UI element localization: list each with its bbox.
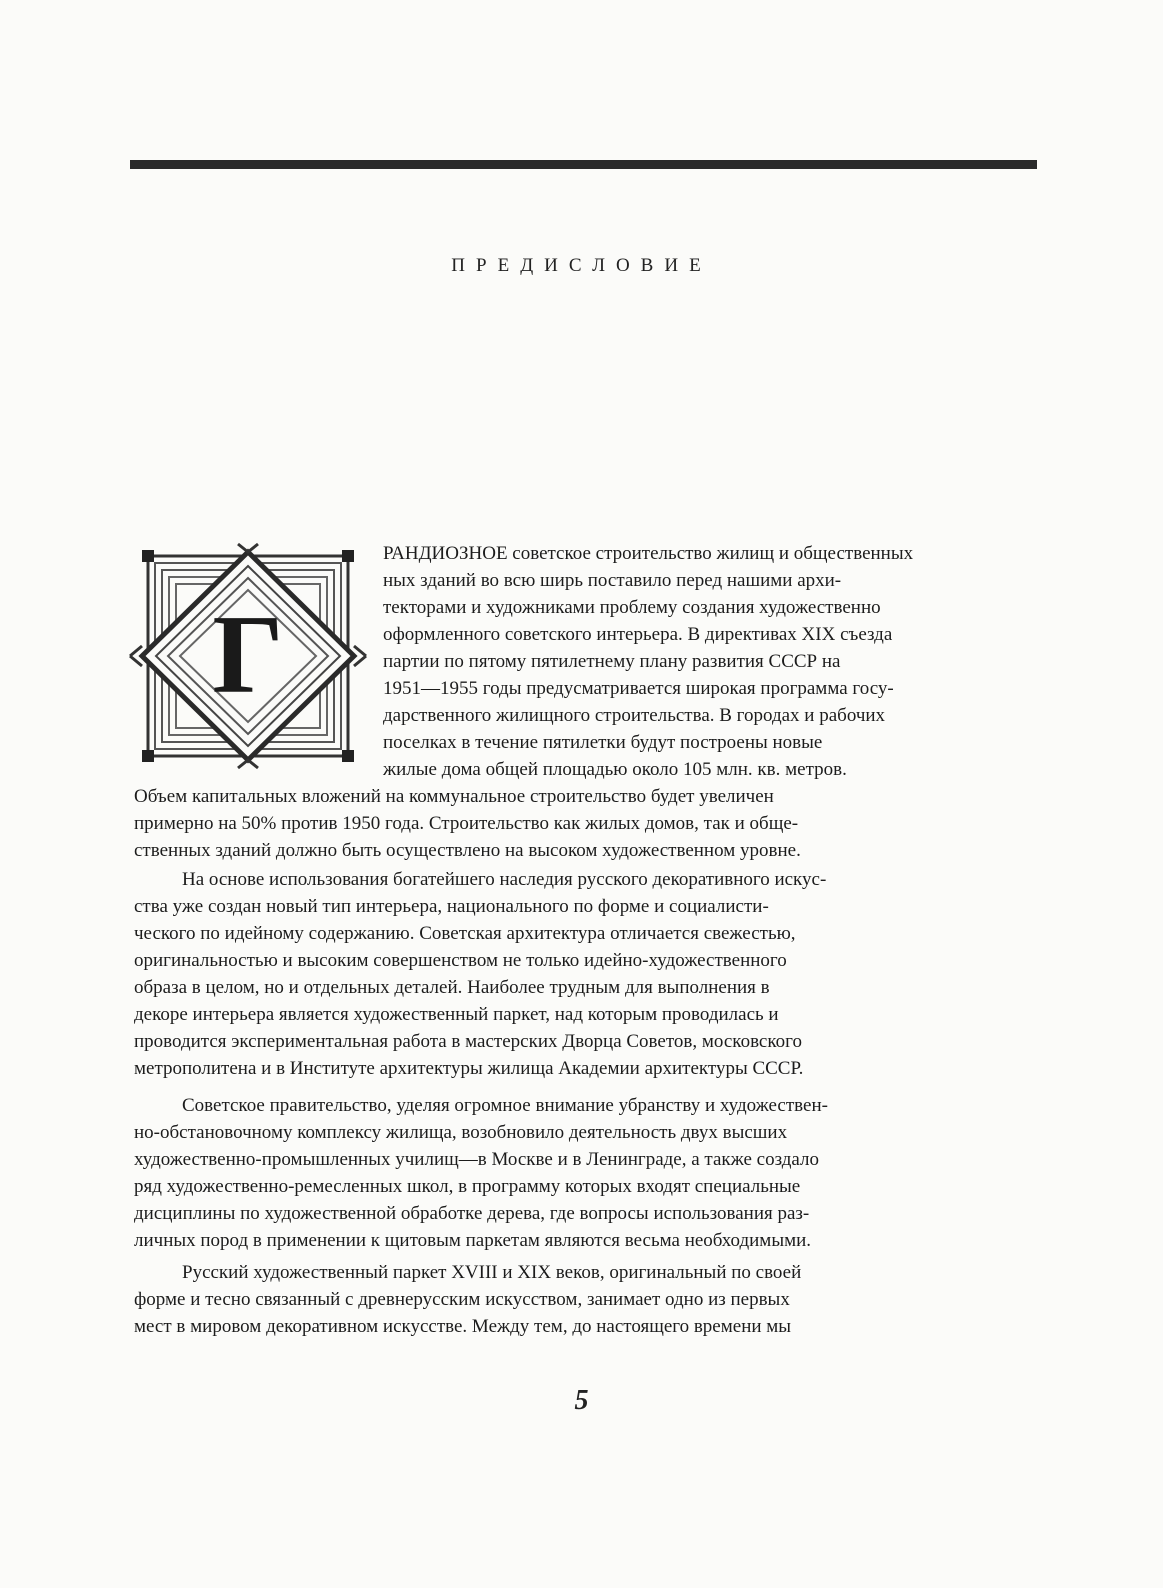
chapter-title: ПРЕДИСЛОВИЕ bbox=[451, 255, 712, 276]
text-line: оригинальностью и высоким совершенством не только идейно-художественного bbox=[134, 950, 787, 971]
text-line: жилые дома общей площадью около 105 млн. кв. метров. bbox=[383, 759, 847, 780]
text-line: ряд художественно-ремесленных школ, в программу которых входят специальные bbox=[134, 1176, 801, 1197]
text-line: ственных зданий должно быть осуществлено на высоком художественном уровне. bbox=[134, 840, 801, 861]
text-line: ческого по идейному содержанию. Советская архитектура отличается свежестью, bbox=[134, 923, 796, 944]
text-line: ства уже создан новый тип интерьера, национального по форме и социалисти- bbox=[134, 896, 769, 917]
text-line: проводится экспериментальная работа в мастерских Дворца Советов, московского bbox=[134, 1031, 802, 1052]
text-line: художественно-промышленных училищ—в Москве и в Ленинграде, а также создало bbox=[134, 1149, 820, 1170]
text-line: мест в мировом декоративном искусстве. Между тем, до настоящего времени мы bbox=[134, 1316, 792, 1337]
text-line: Русский художественный паркет XVIII и XIX веков, оригинальный по своей bbox=[182, 1262, 802, 1283]
page-number: 5 bbox=[574, 1385, 589, 1416]
text-line: метрополитена и в Институте архитектуры жилища Академии архитектуры СССР. bbox=[134, 1058, 804, 1079]
text-line: дисциплины по художественной обработке дерева, где вопросы использования раз- bbox=[134, 1203, 810, 1224]
text-line: текторами и художниками проблему создания художественно bbox=[383, 597, 881, 618]
text-line: оформленного советского интерьера. В директивах XIX съезда bbox=[383, 624, 893, 645]
text-line: примерно на 50% против 1950 года. Строительство как жилых домов, так и обще- bbox=[134, 813, 799, 834]
text-line: На основе использования богатейшего наследия русского декоративного искус- bbox=[182, 869, 827, 890]
drop-cap-letter: Г bbox=[212, 593, 284, 717]
text-line: 1951—1955 годы предусматривается широкая программа госу- bbox=[383, 678, 894, 699]
text-line: поселках в течение пятилетки будут построены новые bbox=[383, 732, 823, 753]
text-line: Объем капитальных вложений на коммунальное строительство будет увеличен bbox=[134, 786, 774, 807]
text-line: партии по пятому пятилетнему плану развития СССР на bbox=[383, 651, 841, 672]
text-line: Советское правительство, уделяя огромное внимание убранству и художествен- bbox=[182, 1095, 828, 1116]
text-line: но-обстановочному комплексу жилища, возобновило деятельность двух высших bbox=[134, 1122, 788, 1143]
top-rule bbox=[130, 160, 1037, 169]
text-line: декоре интерьера является художественный паркет, над которым проводилась и bbox=[134, 1004, 779, 1025]
text-line: РАНДИОЗНОЕ советское строительство жилищ и общественных bbox=[383, 543, 914, 564]
text-line: личных пород в применении к щитовым паркетам являются весьма необходимыми. bbox=[134, 1230, 812, 1251]
text-line: дарственного жилищного строительства. В городах и рабочих bbox=[383, 705, 886, 726]
text-line: ных зданий во всю ширь поставило перед нашими архи- bbox=[383, 570, 842, 591]
text-line: образа в целом, но и отдельных деталей. Наиболее трудным для выполнения в bbox=[134, 977, 770, 998]
text-line: форме и тесно связанный с древнерусским искусством, занимает одно из первых bbox=[134, 1289, 790, 1310]
